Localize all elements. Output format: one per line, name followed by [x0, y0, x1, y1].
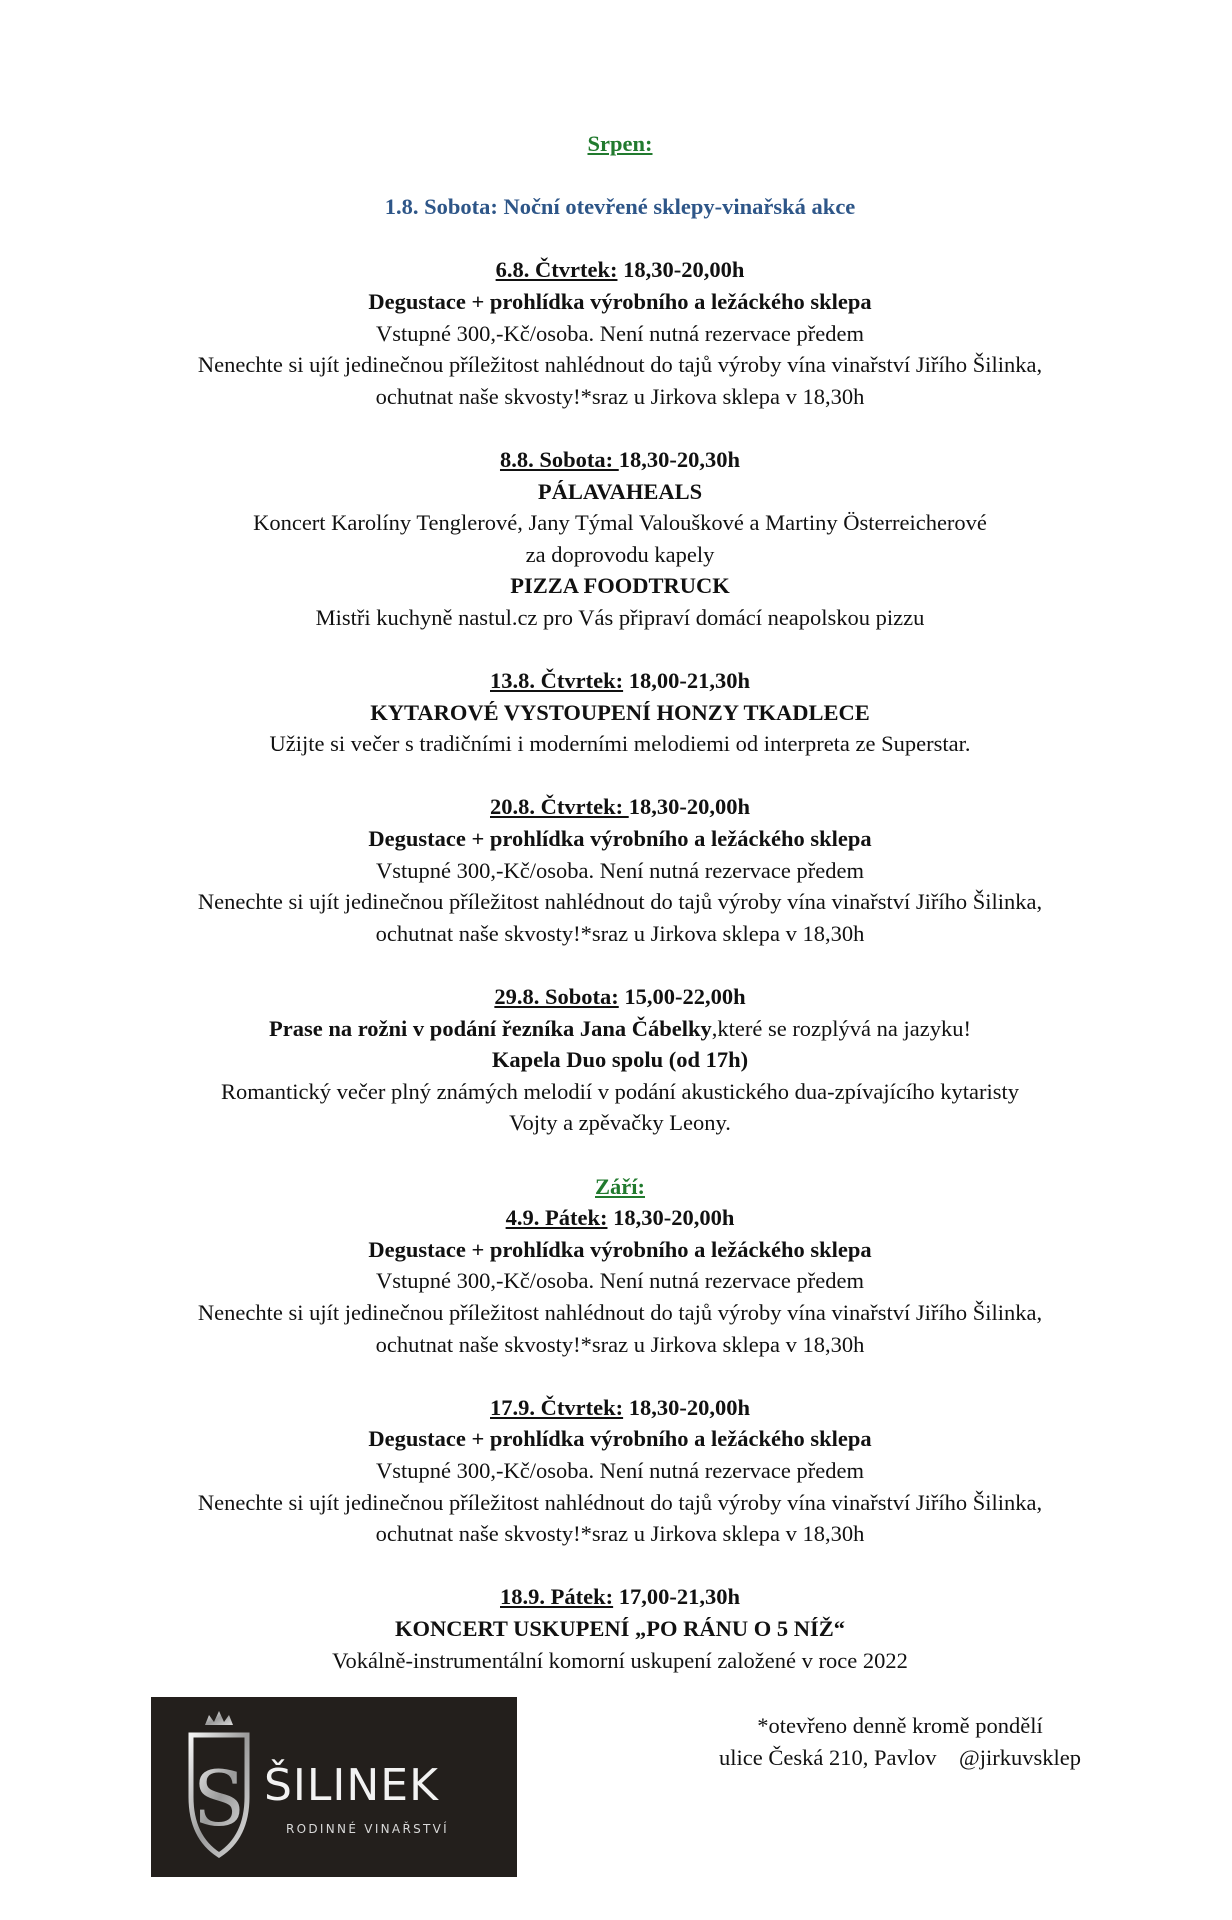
- event-header: [120, 791, 1120, 823]
- event-title: Degustace + prohlídka výrobního a ležáckého sklepa: [368, 288, 872, 314]
- event-program: [120, 128, 1120, 1676]
- event-price: Vstupné 300,-Kč/osoba. Není nutná rezervace předem: [376, 320, 864, 346]
- event-date: 17.9. Čtvrtek:: [490, 1394, 624, 1420]
- event-time: 18,30-20,00h: [628, 794, 750, 820]
- event-header: [120, 254, 1120, 286]
- event-description: Nenechte si ujít jedinečnou příležitost nahlédnout do tajů výroby vína vinařství Jiřího Šilinka,: [197, 1489, 1043, 1515]
- event-title: KONCERT USKUPENÍ „PO RÁNU O 5 NÍŽ“: [394, 1615, 846, 1641]
- month-heading-september: Září:: [595, 1173, 645, 1199]
- event-description: Romantický večer plný známých melodií v podání akustického dua-zpívajícího kytaristy: [221, 1078, 1019, 1104]
- crown-icon: [205, 1711, 233, 1725]
- address: ulice Česká 210, Pavlov: [719, 1744, 937, 1770]
- event-title-bold: Prase na rožni v podání řezníka Jana Čábelky: [268, 1015, 712, 1041]
- opening-hours: *otevřeno denně kromě pondělí: [757, 1713, 1043, 1738]
- logo-name: ŠILINEK: [264, 1760, 439, 1811]
- event-title: Kapela Duo spolu (od 17h): [491, 1047, 749, 1073]
- logo-mark: [151, 1697, 517, 1877]
- event-date: 8.8. Sobota:: [499, 446, 619, 472]
- event-header: [120, 444, 1120, 476]
- event-price: Vstupné 300,-Kč/osoba. Není nutná rezervace předem: [376, 1457, 864, 1483]
- footer-info: [690, 1710, 1110, 1773]
- event-time: 18,00-21,30h: [623, 668, 750, 694]
- event-title: Degustace + prohlídka výrobního a ležáckého sklepa: [368, 1426, 872, 1452]
- event-time: 18,30-20,00h: [623, 1394, 750, 1420]
- event-time: 17,00-21,30h: [613, 1584, 740, 1610]
- event-header: [120, 1392, 1120, 1424]
- event-description: za doprovodu kapely: [525, 541, 715, 567]
- event-title: [120, 1013, 1120, 1045]
- event-time: 18,30-20,30h: [618, 446, 741, 472]
- event-time: 15,00-22,00h: [618, 984, 746, 1010]
- event-date: 6.8. Čtvrtek:: [495, 257, 618, 283]
- event-price: Vstupné 300,-Kč/osoba. Není nutná rezervace předem: [376, 1268, 864, 1294]
- event-description: Mistři kuchyně nastul.cz pro Vás připraví domácí neapolskou pizzu: [315, 604, 925, 630]
- event-description: ochutnat naše skvosty!*sraz u Jirkova sklepa v 18,30h: [375, 383, 865, 409]
- logo-tagline: RODINNÉ VINAŘSTVÍ: [286, 1822, 449, 1836]
- event-title: PÁLAVAHEALS: [537, 478, 703, 504]
- month-heading-august: Srpen:: [587, 131, 653, 156]
- event-header: [120, 981, 1120, 1013]
- event-time: 18,30-20,00h: [607, 1205, 735, 1231]
- event-title: Degustace + prohlídka výrobního a ležáckého sklepa: [368, 826, 872, 852]
- event-date: 13.8. Čtvrtek:: [490, 668, 624, 694]
- event-title: 1.8. Sobota: Noční otevřené sklepy-vinařská akce: [384, 194, 856, 220]
- event-description: ochutnat naše skvosty!*sraz u Jirkova sklepa v 18,30h: [375, 920, 865, 946]
- event-title-rest: ,které se rozplývá na jazyku!: [711, 1015, 971, 1041]
- logo-monogram: S: [192, 1754, 246, 1843]
- event-title: Degustace + prohlídka výrobního a ležáckého sklepa: [368, 1236, 872, 1262]
- event-time: 18,30-20,00h: [617, 257, 745, 283]
- event-description: Nenechte si ujít jedinečnou příležitost nahlédnout do tajů výroby vína vinařství Jiřího Šilinka,: [197, 1299, 1043, 1325]
- event-header: [120, 665, 1120, 697]
- event-date: 18.9. Pátek:: [500, 1584, 614, 1610]
- event-description: Vojty a zpěvačky Leony.: [509, 1110, 731, 1136]
- event-description: Nenechte si ujít jedinečnou příležitost nahlédnout do tajů výroby vína vinařství Jiřího Šilinka,: [197, 352, 1043, 378]
- event-description: Užijte si večer s tradičními i moderními melodiemi od interpreta ze Superstar.: [269, 731, 971, 757]
- event-date: 29.8. Sobota:: [494, 984, 619, 1010]
- event-description: ochutnat naše skvosty!*sraz u Jirkova sklepa v 18,30h: [375, 1521, 865, 1547]
- event-date: 20.8. Čtvrtek:: [490, 794, 629, 820]
- event-price: Vstupné 300,-Kč/osoba. Není nutná rezervace předem: [376, 857, 864, 883]
- event-description: ochutnat naše skvosty!*sraz u Jirkova sklepa v 18,30h: [375, 1331, 865, 1357]
- event-date: 4.9. Pátek:: [505, 1205, 608, 1231]
- event-description: Vokálně-instrumentální komorní uskupení založené v roce 2022: [332, 1647, 908, 1673]
- event-header: [120, 1202, 1120, 1234]
- event-title: PIZZA FOODTRUCK: [510, 573, 730, 599]
- event-description: Koncert Karolíny Tenglerové, Jany Týmal Valouškové a Martiny Österreicherové: [253, 510, 987, 536]
- social-handle: @jirkuvsklep: [959, 1744, 1081, 1770]
- event-header: [120, 1581, 1120, 1613]
- winery-logo: [151, 1697, 517, 1877]
- event-title: KYTAROVÉ VYSTOUPENÍ HONZY TKADLECE: [370, 699, 870, 725]
- address-line: [690, 1742, 1110, 1774]
- event-description: Nenechte si ujít jedinečnou příležitost nahlédnout do tajů výroby vína vinařství Jiřího Šilinka,: [197, 889, 1043, 915]
